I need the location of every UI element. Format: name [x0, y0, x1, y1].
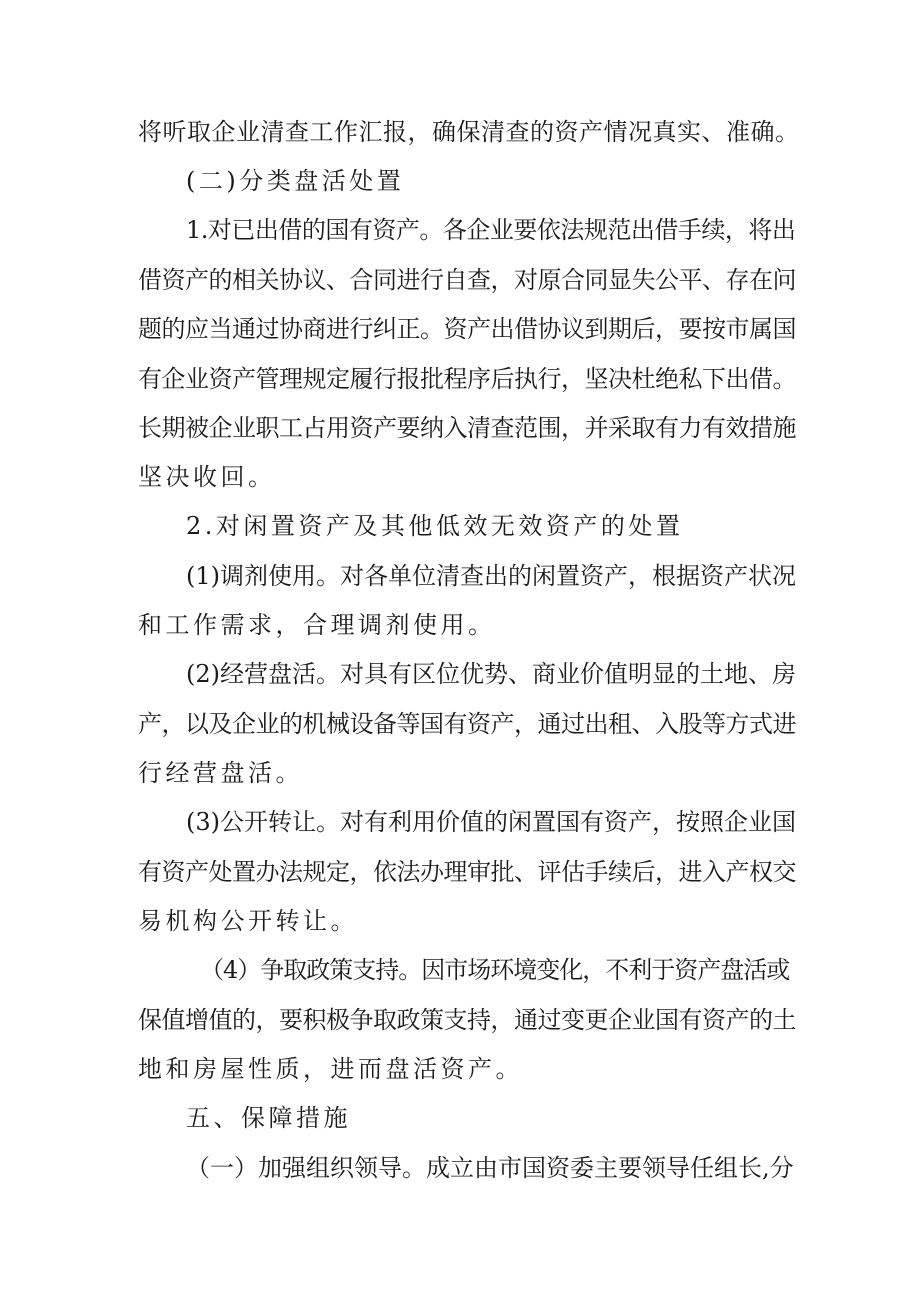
body-text-line: 和工作需求，合理调剂使用。 — [138, 611, 496, 639]
paragraph-start: (3)公开转让。对有利用价值的闲置国有资产，按照企业国 — [186, 808, 796, 836]
body-text-line: 题的应当通过协商进行纠正。资产出借协议到期后，要按市属国 — [138, 315, 796, 343]
paragraph-start: (2)经营盘活。对具有区位优势、商业价值明显的土地、房 — [186, 660, 796, 688]
subsection-heading: 2.对闲置资产及其他低效无效资产的处置 — [186, 512, 684, 540]
paragraph-start: （一）加强组织领导。成立由市国资委主要领导任组长,分 — [186, 1154, 794, 1182]
body-text-line: 长期被企业职工占用资产要纳入清查范围，并采取有力有效措施 — [138, 414, 796, 442]
paragraph-start: （4）争取政策支持。因市场环境变化，不利于资产盘活或 — [200, 956, 790, 984]
body-text-line: 地和房屋性质，进而盘活资产。 — [138, 1055, 523, 1083]
body-text-line: 保值增值的，要积极争取政策支持，通过变更企业国有资产的土 — [138, 1006, 796, 1034]
body-text-line: 有资产处置办法规定，依法办理审批、评估手续后，进入产权交 — [138, 858, 796, 886]
paragraph-start: 1.对已出借的国有资产。各企业要依法规范出借手续，将出 — [186, 216, 796, 244]
body-text-line: 行经营盘活。 — [138, 759, 303, 787]
body-text-line: 将听取企业清查工作汇报，确保清查的资产情况真实、准确。 — [138, 118, 800, 146]
body-text-line: 易机构公开转让。 — [138, 907, 358, 935]
paragraph-start: (1)调剂使用。对各单位清查出的闲置资产，根据资产状况 — [186, 562, 796, 590]
body-text-line: 有企业资产管理规定履行报批程序后执行，坚决杜绝私下出借。 — [138, 365, 796, 393]
body-text-line: 产，以及企业的机械设备等国有资产，通过出租、入股等方式进 — [138, 710, 796, 738]
body-text-line: 借资产的相关协议、合同进行自查，对原合同显失公平、存在问 — [138, 266, 796, 294]
chapter-heading: 五、保障措施 — [186, 1104, 351, 1132]
body-text-line: 坚决收回。 — [138, 463, 276, 491]
section-heading: (二)分类盘活处置 — [186, 167, 405, 195]
